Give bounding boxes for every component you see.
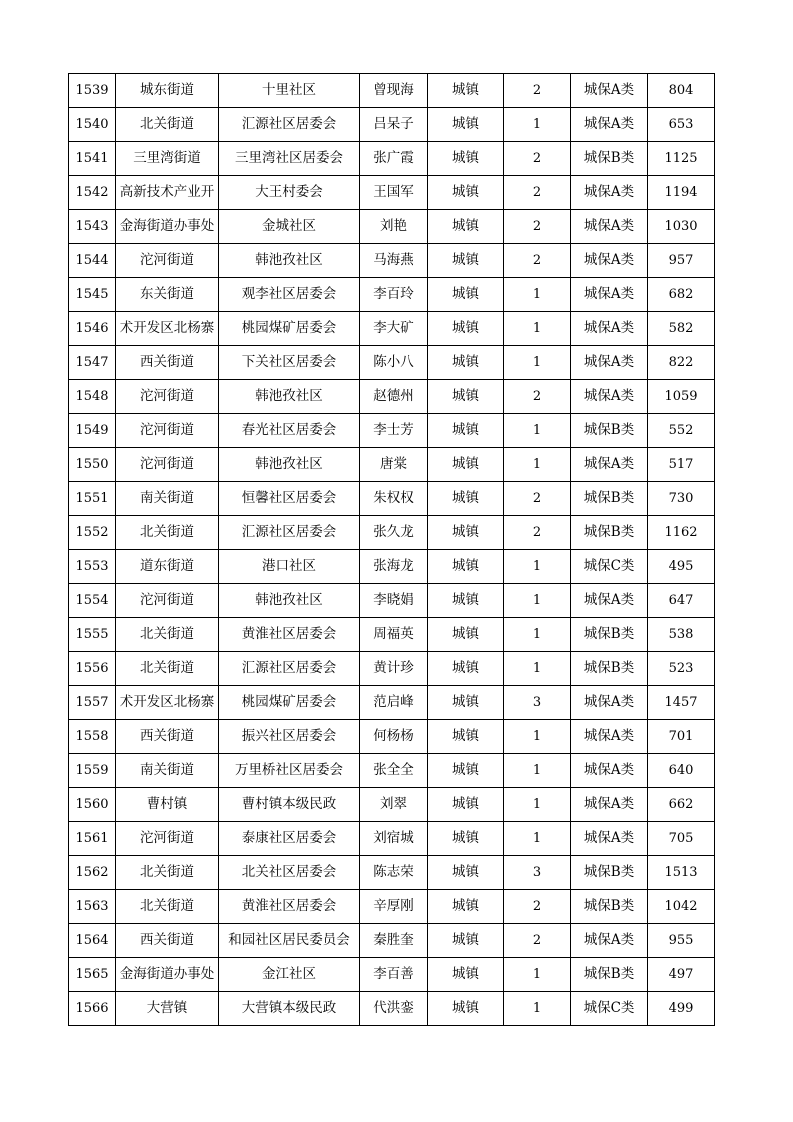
record-number-cell: 1566 <box>69 992 116 1026</box>
assistance-category-cell: 城保A类 <box>571 244 648 278</box>
household-size-cell: 1 <box>504 448 571 482</box>
amount-cell: 701 <box>648 720 715 754</box>
subdistrict-cell: 高新技术产业开 <box>116 176 219 210</box>
community-cell: 汇源社区居委会 <box>219 516 360 550</box>
community-cell: 汇源社区居委会 <box>219 108 360 142</box>
recipient-name-cell: 李百玲 <box>360 278 428 312</box>
table-row <box>69 924 715 958</box>
household-size-cell: 2 <box>504 74 571 108</box>
subdistrict-cell: 沱河街道 <box>116 448 219 482</box>
community-cell: 韩池孜社区 <box>219 584 360 618</box>
recipient-name-cell: 黄计珍 <box>360 652 428 686</box>
table-row <box>69 754 715 788</box>
amount-cell: 640 <box>648 754 715 788</box>
recipient-name-cell: 李大矿 <box>360 312 428 346</box>
subdistrict-cell: 大营镇 <box>116 992 219 1026</box>
subdistrict-cell: 沱河街道 <box>116 584 219 618</box>
recipient-name-cell: 刘翠 <box>360 788 428 822</box>
assistance-category-cell: 城保A类 <box>571 924 648 958</box>
assistance-category-cell: 城保B类 <box>571 414 648 448</box>
recipient-name-cell: 张久龙 <box>360 516 428 550</box>
recipient-name-cell: 李晓娟 <box>360 584 428 618</box>
household-size-cell: 1 <box>504 754 571 788</box>
household-size-cell: 2 <box>504 244 571 278</box>
table-row <box>69 244 715 278</box>
household-size-cell: 1 <box>504 720 571 754</box>
record-number-cell: 1552 <box>69 516 116 550</box>
record-number-cell: 1541 <box>69 142 116 176</box>
community-cell: 和园社区居民委员会 <box>219 924 360 958</box>
subdistrict-cell: 西关街道 <box>116 346 219 380</box>
record-number-cell: 1555 <box>69 618 116 652</box>
recipient-name-cell: 刘艳 <box>360 210 428 244</box>
assistance-category-cell: 城保A类 <box>571 720 648 754</box>
amount-cell: 1042 <box>648 890 715 924</box>
amount-cell: 1059 <box>648 380 715 414</box>
amount-cell: 497 <box>648 958 715 992</box>
table-row <box>69 992 715 1026</box>
table-row <box>69 312 715 346</box>
household-size-cell: 3 <box>504 856 571 890</box>
record-number-cell: 1542 <box>69 176 116 210</box>
table-row <box>69 142 715 176</box>
table-row <box>69 550 715 584</box>
recipient-name-cell: 唐棠 <box>360 448 428 482</box>
record-number-cell: 1559 <box>69 754 116 788</box>
recipient-name-cell: 张全全 <box>360 754 428 788</box>
subdistrict-cell: 曹村镇 <box>116 788 219 822</box>
assistance-category-cell: 城保B类 <box>571 516 648 550</box>
area-type-cell: 城镇 <box>428 176 504 210</box>
amount-cell: 822 <box>648 346 715 380</box>
community-cell: 十里社区 <box>219 74 360 108</box>
community-cell: 北关社区居委会 <box>219 856 360 890</box>
table-row <box>69 890 715 924</box>
recipient-name-cell: 马海燕 <box>360 244 428 278</box>
recipient-name-cell: 周福英 <box>360 618 428 652</box>
table-row <box>69 822 715 856</box>
subdistrict-cell: 南关街道 <box>116 482 219 516</box>
recipient-name-cell: 秦胜奎 <box>360 924 428 958</box>
recipient-name-cell: 赵德州 <box>360 380 428 414</box>
recipient-name-cell: 刘宿城 <box>360 822 428 856</box>
assistance-category-cell: 城保B类 <box>571 856 648 890</box>
community-cell: 大营镇本级民政 <box>219 992 360 1026</box>
assistance-category-cell: 城保B类 <box>571 618 648 652</box>
household-size-cell: 2 <box>504 380 571 414</box>
assistance-category-cell: 城保B类 <box>571 652 648 686</box>
household-size-cell: 1 <box>504 652 571 686</box>
subdistrict-cell: 术开发区北杨寨 <box>116 686 219 720</box>
area-type-cell: 城镇 <box>428 380 504 414</box>
area-type-cell: 城镇 <box>428 822 504 856</box>
recipient-name-cell: 曾现海 <box>360 74 428 108</box>
household-size-cell: 1 <box>504 414 571 448</box>
record-number-cell: 1560 <box>69 788 116 822</box>
area-type-cell: 城镇 <box>428 788 504 822</box>
community-cell: 港口社区 <box>219 550 360 584</box>
household-size-cell: 1 <box>504 108 571 142</box>
table-row <box>69 448 715 482</box>
table-row <box>69 584 715 618</box>
community-cell: 泰康社区居委会 <box>219 822 360 856</box>
subdistrict-cell: 北关街道 <box>116 516 219 550</box>
subdistrict-cell: 术开发区北杨寨 <box>116 312 219 346</box>
amount-cell: 705 <box>648 822 715 856</box>
household-size-cell: 3 <box>504 686 571 720</box>
household-size-cell: 1 <box>504 278 571 312</box>
table-row <box>69 176 715 210</box>
assistance-category-cell: 城保A类 <box>571 584 648 618</box>
area-type-cell: 城镇 <box>428 584 504 618</box>
amount-cell: 1162 <box>648 516 715 550</box>
record-number-cell: 1540 <box>69 108 116 142</box>
records-table-body <box>69 74 715 1026</box>
assistance-category-cell: 城保A类 <box>571 346 648 380</box>
area-type-cell: 城镇 <box>428 210 504 244</box>
assistance-category-cell: 城保C类 <box>571 992 648 1026</box>
table-row <box>69 278 715 312</box>
area-type-cell: 城镇 <box>428 142 504 176</box>
assistance-category-cell: 城保A类 <box>571 788 648 822</box>
community-cell: 桃园煤矿居委会 <box>219 312 360 346</box>
community-cell: 三里湾社区居委会 <box>219 142 360 176</box>
amount-cell: 662 <box>648 788 715 822</box>
recipient-name-cell: 何杨杨 <box>360 720 428 754</box>
area-type-cell: 城镇 <box>428 992 504 1026</box>
subdistrict-cell: 北关街道 <box>116 618 219 652</box>
subdistrict-cell: 沱河街道 <box>116 414 219 448</box>
community-cell: 下关社区居委会 <box>219 346 360 380</box>
assistance-category-cell: 城保A类 <box>571 176 648 210</box>
amount-cell: 1513 <box>648 856 715 890</box>
area-type-cell: 城镇 <box>428 74 504 108</box>
community-cell: 恒馨社区居委会 <box>219 482 360 516</box>
record-number-cell: 1554 <box>69 584 116 618</box>
household-size-cell: 1 <box>504 550 571 584</box>
area-type-cell: 城镇 <box>428 652 504 686</box>
amount-cell: 517 <box>648 448 715 482</box>
record-number-cell: 1558 <box>69 720 116 754</box>
community-cell: 黄淮社区居委会 <box>219 890 360 924</box>
community-cell: 观李社区居委会 <box>219 278 360 312</box>
subdistrict-cell: 道东街道 <box>116 550 219 584</box>
subdistrict-cell: 西关街道 <box>116 924 219 958</box>
subdistrict-cell: 南关街道 <box>116 754 219 788</box>
household-size-cell: 1 <box>504 822 571 856</box>
record-number-cell: 1544 <box>69 244 116 278</box>
assistance-category-cell: 城保B类 <box>571 958 648 992</box>
community-cell: 黄淮社区居委会 <box>219 618 360 652</box>
area-type-cell: 城镇 <box>428 958 504 992</box>
assistance-category-cell: 城保B类 <box>571 482 648 516</box>
assistance-category-cell: 城保A类 <box>571 448 648 482</box>
table-row <box>69 618 715 652</box>
recipient-name-cell: 王国军 <box>360 176 428 210</box>
amount-cell: 804 <box>648 74 715 108</box>
amount-cell: 552 <box>648 414 715 448</box>
subdistrict-cell: 金海街道办事处 <box>116 958 219 992</box>
amount-cell: 523 <box>648 652 715 686</box>
table-row <box>69 108 715 142</box>
subdistrict-cell: 三里湾街道 <box>116 142 219 176</box>
record-number-cell: 1547 <box>69 346 116 380</box>
table-row <box>69 74 715 108</box>
household-size-cell: 2 <box>504 924 571 958</box>
community-cell: 万里桥社区居委会 <box>219 754 360 788</box>
table-row <box>69 482 715 516</box>
recipient-name-cell: 陈小八 <box>360 346 428 380</box>
community-cell: 金城社区 <box>219 210 360 244</box>
table-row <box>69 686 715 720</box>
records-table <box>68 73 715 1026</box>
household-size-cell: 2 <box>504 482 571 516</box>
amount-cell: 499 <box>648 992 715 1026</box>
recipient-name-cell: 代洪銮 <box>360 992 428 1026</box>
household-size-cell: 1 <box>504 618 571 652</box>
area-type-cell: 城镇 <box>428 244 504 278</box>
subdistrict-cell: 沱河街道 <box>116 244 219 278</box>
amount-cell: 647 <box>648 584 715 618</box>
area-type-cell: 城镇 <box>428 550 504 584</box>
area-type-cell: 城镇 <box>428 924 504 958</box>
assistance-category-cell: 城保C类 <box>571 550 648 584</box>
area-type-cell: 城镇 <box>428 856 504 890</box>
subdistrict-cell: 金海街道办事处 <box>116 210 219 244</box>
record-number-cell: 1539 <box>69 74 116 108</box>
record-number-cell: 1563 <box>69 890 116 924</box>
community-cell: 大王村委会 <box>219 176 360 210</box>
household-size-cell: 1 <box>504 788 571 822</box>
area-type-cell: 城镇 <box>428 414 504 448</box>
community-cell: 韩池孜社区 <box>219 380 360 414</box>
amount-cell: 495 <box>648 550 715 584</box>
subdistrict-cell: 北关街道 <box>116 856 219 890</box>
assistance-category-cell: 城保B类 <box>571 890 648 924</box>
assistance-category-cell: 城保A类 <box>571 822 648 856</box>
assistance-category-cell: 城保A类 <box>571 278 648 312</box>
household-size-cell: 1 <box>504 346 571 380</box>
subdistrict-cell: 北关街道 <box>116 108 219 142</box>
area-type-cell: 城镇 <box>428 618 504 652</box>
household-size-cell: 2 <box>504 516 571 550</box>
assistance-category-cell: 城保A类 <box>571 312 648 346</box>
amount-cell: 1194 <box>648 176 715 210</box>
subdistrict-cell: 东关街道 <box>116 278 219 312</box>
community-cell: 汇源社区居委会 <box>219 652 360 686</box>
subdistrict-cell: 北关街道 <box>116 652 219 686</box>
household-size-cell: 1 <box>504 958 571 992</box>
record-number-cell: 1561 <box>69 822 116 856</box>
recipient-name-cell: 张广霞 <box>360 142 428 176</box>
community-cell: 韩池孜社区 <box>219 244 360 278</box>
record-number-cell: 1564 <box>69 924 116 958</box>
table-row <box>69 210 715 244</box>
household-size-cell: 2 <box>504 890 571 924</box>
household-size-cell: 1 <box>504 312 571 346</box>
amount-cell: 1125 <box>648 142 715 176</box>
area-type-cell: 城镇 <box>428 448 504 482</box>
area-type-cell: 城镇 <box>428 312 504 346</box>
household-size-cell: 2 <box>504 142 571 176</box>
record-number-cell: 1562 <box>69 856 116 890</box>
amount-cell: 1457 <box>648 686 715 720</box>
record-number-cell: 1546 <box>69 312 116 346</box>
recipient-name-cell: 李士芳 <box>360 414 428 448</box>
recipient-name-cell: 吕呆子 <box>360 108 428 142</box>
amount-cell: 653 <box>648 108 715 142</box>
record-number-cell: 1551 <box>69 482 116 516</box>
table-row <box>69 720 715 754</box>
assistance-category-cell: 城保A类 <box>571 380 648 414</box>
table-row <box>69 414 715 448</box>
amount-cell: 538 <box>648 618 715 652</box>
record-number-cell: 1545 <box>69 278 116 312</box>
area-type-cell: 城镇 <box>428 482 504 516</box>
area-type-cell: 城镇 <box>428 890 504 924</box>
subdistrict-cell: 沱河街道 <box>116 380 219 414</box>
record-number-cell: 1565 <box>69 958 116 992</box>
area-type-cell: 城镇 <box>428 720 504 754</box>
amount-cell: 730 <box>648 482 715 516</box>
recipient-name-cell: 张海龙 <box>360 550 428 584</box>
subdistrict-cell: 北关街道 <box>116 890 219 924</box>
household-size-cell: 1 <box>504 992 571 1026</box>
record-number-cell: 1549 <box>69 414 116 448</box>
amount-cell: 955 <box>648 924 715 958</box>
table-row <box>69 652 715 686</box>
subdistrict-cell: 城东街道 <box>116 74 219 108</box>
recipient-name-cell: 范启峰 <box>360 686 428 720</box>
record-number-cell: 1548 <box>69 380 116 414</box>
amount-cell: 1030 <box>648 210 715 244</box>
table-row <box>69 856 715 890</box>
assistance-category-cell: 城保A类 <box>571 210 648 244</box>
recipient-name-cell: 李百善 <box>360 958 428 992</box>
assistance-category-cell: 城保B类 <box>571 142 648 176</box>
subdistrict-cell: 西关街道 <box>116 720 219 754</box>
community-cell: 春光社区居委会 <box>219 414 360 448</box>
area-type-cell: 城镇 <box>428 516 504 550</box>
area-type-cell: 城镇 <box>428 686 504 720</box>
record-number-cell: 1550 <box>69 448 116 482</box>
area-type-cell: 城镇 <box>428 108 504 142</box>
recipient-name-cell: 陈志荣 <box>360 856 428 890</box>
area-type-cell: 城镇 <box>428 346 504 380</box>
assistance-category-cell: 城保A类 <box>571 108 648 142</box>
record-number-cell: 1543 <box>69 210 116 244</box>
community-cell: 桃园煤矿居委会 <box>219 686 360 720</box>
amount-cell: 582 <box>648 312 715 346</box>
recipient-name-cell: 朱权权 <box>360 482 428 516</box>
record-number-cell: 1556 <box>69 652 116 686</box>
community-cell: 曹村镇本级民政 <box>219 788 360 822</box>
household-size-cell: 1 <box>504 584 571 618</box>
record-number-cell: 1557 <box>69 686 116 720</box>
table-row <box>69 380 715 414</box>
amount-cell: 957 <box>648 244 715 278</box>
subdistrict-cell: 沱河街道 <box>116 822 219 856</box>
area-type-cell: 城镇 <box>428 754 504 788</box>
community-cell: 金江社区 <box>219 958 360 992</box>
table-row <box>69 788 715 822</box>
record-number-cell: 1553 <box>69 550 116 584</box>
community-cell: 振兴社区居委会 <box>219 720 360 754</box>
table-row <box>69 958 715 992</box>
table-row <box>69 516 715 550</box>
area-type-cell: 城镇 <box>428 278 504 312</box>
assistance-category-cell: 城保A类 <box>571 686 648 720</box>
household-size-cell: 2 <box>504 176 571 210</box>
assistance-category-cell: 城保A类 <box>571 754 648 788</box>
household-size-cell: 2 <box>504 210 571 244</box>
table-row <box>69 346 715 380</box>
assistance-category-cell: 城保A类 <box>571 74 648 108</box>
recipient-name-cell: 辛厚刚 <box>360 890 428 924</box>
amount-cell: 682 <box>648 278 715 312</box>
community-cell: 韩池孜社区 <box>219 448 360 482</box>
